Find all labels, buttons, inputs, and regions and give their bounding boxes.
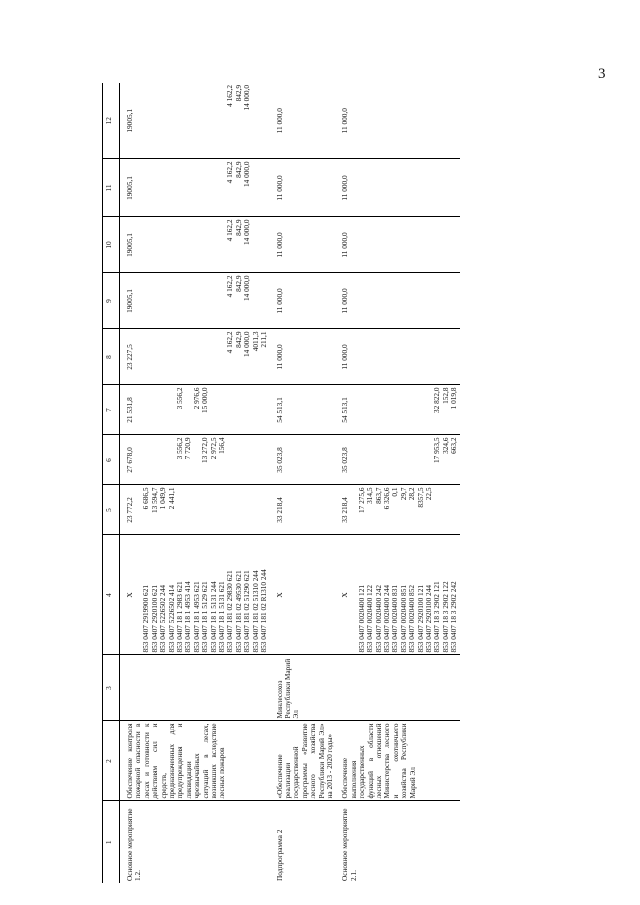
amount-value: [142, 332, 150, 383]
amount-value: [176, 276, 184, 327]
amount-value: [201, 220, 209, 271]
row-responsible: [120, 655, 270, 721]
code-marker: X: [274, 592, 284, 598]
amount-cell-c7: [335, 385, 459, 435]
amount-cell-c12: [270, 83, 336, 159]
amount-value: [358, 388, 366, 433]
amount-value: [184, 162, 192, 215]
amount-cell-c6: [120, 435, 270, 485]
amount-value: [201, 332, 209, 383]
amount-value: 842,9: [233, 85, 243, 102]
amount-cell-c5: [120, 485, 270, 535]
budget-code: 853 0407 18 1 2983 621: [175, 581, 185, 653]
row-responsible: [335, 655, 459, 721]
total-amount: 54 513,1: [274, 397, 284, 423]
column-header-8: 8: [103, 329, 120, 385]
amount-value: [400, 438, 408, 483]
table-row: [120, 83, 270, 883]
amount-value: [383, 438, 391, 483]
amount-value: [151, 85, 159, 157]
amount-value: [184, 220, 192, 271]
column-header-3: 3: [103, 655, 120, 721]
budget-code: 853 0407 2919900 621: [141, 585, 151, 653]
amount-value: 17 275,6: [356, 487, 366, 514]
amount-cell-c9: [270, 273, 336, 329]
amount-cell-c5: [270, 485, 336, 535]
amount-cell-c10: [270, 217, 336, 273]
budget-code: 853 0407 0020400 122: [365, 585, 375, 653]
amount-cell-c10: [335, 217, 459, 273]
budget-code: 853 0407 181 02 29830 621: [225, 570, 235, 653]
amount-value: 14 000,0: [242, 331, 252, 358]
amount-value: 4 162,2: [225, 219, 235, 242]
amount-value: [366, 438, 374, 483]
amount-value: 3 556,2: [175, 387, 185, 410]
amount-value: 6 686,5: [141, 487, 151, 510]
amount-value: [168, 332, 176, 383]
column-header-4: 4: [103, 535, 120, 655]
amount-cell-c11: [270, 159, 336, 217]
budget-code: 853 0407 18 1 5131 244: [208, 581, 218, 653]
budget-code: 853 0407 18 3 2902 121: [432, 581, 442, 653]
budget-codes-cell: [120, 535, 270, 655]
header-row: [103, 83, 120, 883]
amount-cell-c6: [270, 435, 336, 485]
amount-value: [210, 162, 218, 215]
amount-value: [184, 332, 192, 383]
amount-value: 842,9: [233, 219, 243, 236]
amount-cell-c7: [120, 385, 270, 435]
amount-value: [159, 388, 167, 433]
amount-value: [176, 220, 184, 271]
amount-value: 4 162,2: [225, 85, 235, 107]
amount-cell-c10: [120, 217, 270, 273]
amount-cell-c8: [120, 329, 270, 385]
amount-value: [408, 438, 416, 483]
total-amount: 35 023,8: [274, 447, 284, 473]
budget-codes-cell: [270, 535, 336, 655]
budget-code: 853 0407 18 1 4953 414: [183, 581, 193, 653]
amount-value: [151, 438, 159, 483]
budget-code: 853 0407 5226502 414: [166, 585, 176, 653]
total-amount: 11 000,0: [340, 344, 350, 370]
budget-code: 853 0407 181 02 49530 621: [233, 570, 243, 653]
amount-cell-c11: [120, 159, 270, 217]
table-row: [335, 83, 459, 883]
amount-value: [375, 438, 383, 483]
amount-cell-c9: [335, 273, 459, 329]
budget-code: 853 0407 18 1 4953 621: [191, 581, 201, 653]
total-amount: 19005,1: [125, 176, 134, 200]
amount-value: 1 049,9: [158, 487, 168, 510]
amount-value: [408, 388, 416, 433]
amount-value: [151, 220, 159, 271]
column-header-5: 5: [103, 485, 120, 535]
code-marker: X: [340, 592, 350, 598]
amount-value: [210, 276, 218, 327]
amount-value: [193, 85, 201, 157]
budget-code: 853 0407 18 3 2902 242: [449, 581, 459, 653]
amount-value: 0,1: [390, 487, 400, 497]
amount-value: [201, 85, 209, 157]
total-amount: 11 000,0: [274, 344, 284, 370]
column-header-12: 12: [103, 83, 120, 159]
amount-value: [366, 388, 374, 433]
amount-value: 6 326,6: [381, 487, 391, 510]
amount-value: 13 272,0: [200, 437, 210, 464]
amount-value: [176, 162, 184, 215]
amount-value: 314,5: [365, 487, 375, 504]
amount-value: [201, 162, 209, 215]
amount-value: [159, 220, 167, 271]
amount-value: [142, 220, 150, 271]
amount-value: 324,6: [440, 437, 450, 454]
total-amount: 11 000,0: [274, 232, 284, 258]
amount-value: [210, 332, 218, 383]
amount-value: [210, 85, 218, 157]
total-amount: 11 000,0: [274, 288, 284, 314]
amount-cell-c7: [270, 385, 336, 435]
amount-value: 32 822,0: [432, 387, 442, 414]
amount-value: [383, 388, 391, 433]
amount-value: [168, 276, 176, 327]
amount-value: 15 000,0: [200, 387, 210, 414]
row-responsible: Минлесохоз Республики Марий Эл: [270, 655, 336, 721]
amount-value: 4 162,2: [225, 161, 235, 184]
code-marker: X: [125, 592, 134, 598]
column-header-9: 9: [103, 273, 120, 329]
total-amount: 33 218,4: [274, 497, 284, 523]
amount-value: [142, 438, 150, 483]
amount-value: [184, 276, 192, 327]
amount-value: 3 556,2: [175, 437, 185, 460]
amount-value: 211,1: [259, 331, 269, 348]
amount-value: [168, 162, 176, 215]
total-amount: 11 000,0: [340, 232, 350, 258]
amount-value: 842,9: [233, 331, 243, 348]
amount-value: 14 000,0: [242, 85, 252, 111]
amount-value: [400, 388, 408, 433]
amount-value: 1 019,8: [449, 387, 459, 410]
amount-value: 4 162,2: [225, 275, 235, 298]
total-amount: 11 000,0: [274, 175, 284, 201]
amount-cell-c12: [335, 83, 459, 159]
amount-value: 14 000,0: [242, 219, 252, 246]
amount-value: 156,4: [217, 437, 227, 454]
amount-value: [193, 276, 201, 327]
amount-value: [159, 85, 167, 157]
total-amount: 27 678,0: [125, 447, 134, 473]
total-amount: 54 513,1: [340, 397, 350, 423]
column-header-7: 7: [103, 385, 120, 435]
budget-code: 853 0407 18 3 2902 122: [440, 581, 450, 653]
column-header-2: 2: [103, 721, 120, 801]
row-label: Основное мероприятие 2.1.: [340, 808, 358, 881]
amount-value: [210, 220, 218, 271]
total-amount: 19005,1: [125, 108, 134, 133]
amount-value: [176, 332, 184, 383]
row-description: «Обеспечение реализации государственной программы «Развитие лесного хозяйства Республики Марий Эл» на 2013 - 2020 годы»: [270, 721, 336, 801]
budget-code: 853 0407 0020400 121: [356, 585, 366, 653]
amount-value: 13 594,7: [149, 487, 159, 514]
amount-value: [193, 220, 201, 271]
total-amount: 11 000,0: [340, 288, 350, 314]
amount-value: [375, 388, 383, 433]
amount-cell-c12: [120, 83, 270, 159]
amount-value: [193, 332, 201, 383]
amount-value: 152,8: [440, 387, 450, 404]
column-header-11: 11: [103, 159, 120, 217]
amount-value: [142, 85, 150, 157]
total-amount: 11 000,0: [274, 108, 284, 134]
total-amount: 11 000,0: [340, 108, 350, 134]
amount-cell-c6: [335, 435, 459, 485]
amount-value: 8357,5: [415, 487, 425, 508]
budget-code: 853 0407 0020400 851: [398, 585, 408, 653]
total-amount: 19005,1: [125, 289, 134, 313]
budget-code: 853 0407 5226502 244: [158, 585, 168, 653]
row-label: Основное мероприятие 1.2.: [125, 808, 143, 881]
amount-value: [201, 276, 209, 327]
row-description: Обеспечение выполнения государственных функций в области лесных отношений Министерства лесного и охотничьего хозяйства Республики Марий Эл: [335, 721, 459, 801]
table-body: [120, 83, 460, 883]
row-description: Обеспечение контроля пожарной опасности в лесах и готовности к действиям сил и средств, предназначенных для предупреждения и ликвидации чрезвычайных ситуаций в лесах, возникших вследствие лесных пожаров: [120, 721, 270, 801]
amount-value: 14 000,0: [242, 161, 252, 188]
amount-value: 17 953,5: [432, 437, 442, 464]
budget-table: [102, 83, 460, 883]
row-label: Подпрограмма 2: [274, 829, 284, 881]
budget-code: 853 0407 0020400 831: [390, 585, 400, 653]
amount-value: [159, 438, 167, 483]
amount-value: 29,7: [398, 487, 408, 501]
amount-value: 22,5: [424, 487, 433, 501]
budget-code: 853 0407 0020400 852: [407, 585, 417, 653]
total-amount: 23 772,2: [125, 497, 134, 523]
amount-value: 2 976,6: [191, 387, 201, 410]
amount-cell-c8: [335, 329, 459, 385]
budget-code: 853 0407 2920100 121: [415, 585, 425, 653]
amount-value: 7 720,9: [183, 437, 193, 460]
table-row: [270, 83, 336, 883]
amount-value: [193, 162, 201, 215]
budget-code: 853 0407 2920100 621: [149, 585, 159, 653]
budget-code: 853 0407 181 02 R1310 244: [259, 569, 269, 653]
budget-code: 853 0407 181 02 51290 621: [242, 570, 252, 653]
amount-value: 842,9: [233, 275, 243, 292]
budget-code: 853 0407 18 1 5129 621: [200, 581, 210, 653]
amount-cell-c11: [335, 159, 459, 217]
amount-value: [184, 85, 192, 157]
total-amount: 23 227,5: [125, 344, 134, 370]
total-amount: 35 023,8: [340, 447, 350, 473]
amount-cell-c8: [270, 329, 336, 385]
amount-value: 4011,3: [250, 331, 260, 352]
budget-code: 853 0407 18 1 5131 621: [217, 581, 227, 653]
amount-value: [391, 438, 399, 483]
amount-value: [358, 438, 366, 483]
budget-codes-cell: [335, 535, 459, 655]
amount-value: [151, 276, 159, 327]
amount-value: 2 972,5: [208, 437, 218, 460]
rotated-table-container: [102, 83, 605, 883]
amount-value: 863,7: [373, 487, 383, 504]
amount-value: 28,2: [407, 487, 417, 501]
amount-value: [151, 162, 159, 215]
amount-cell-c9: [120, 273, 270, 329]
amount-value: [159, 332, 167, 383]
column-header-10: 10: [103, 217, 120, 273]
budget-code: 853 0407 0020400 244: [381, 585, 391, 653]
amount-value: [159, 162, 167, 215]
amount-value: 663,2: [449, 437, 459, 454]
budget-code: 853 0407 181 02 51310 244: [250, 570, 260, 653]
page-number: 3: [598, 66, 606, 82]
amount-value: 2 441,1: [166, 487, 176, 510]
amount-value: [159, 276, 167, 327]
amount-cell-c5: [335, 485, 459, 535]
budget-code: 853 0407 0020400 242: [373, 585, 383, 653]
amount-value: [391, 388, 399, 433]
amount-value: 4 162,2: [225, 331, 235, 354]
total-amount: 19005,1: [125, 233, 134, 257]
amount-value: [168, 220, 176, 271]
total-amount: 33 218,4: [340, 497, 350, 523]
total-amount: 11 000,0: [340, 175, 350, 201]
amount-value: [142, 162, 150, 215]
column-header-1: 1: [103, 801, 120, 883]
amount-value: [176, 85, 184, 157]
amount-value: [151, 388, 159, 433]
amount-value: [168, 85, 176, 157]
column-header-6: 6: [103, 435, 120, 485]
amount-value: [142, 388, 150, 433]
amount-value: [417, 388, 425, 433]
amount-value: [417, 438, 425, 483]
budget-code: 853 0407 2920100 244: [424, 585, 433, 653]
amount-value: [151, 332, 159, 383]
amount-value: 842,9: [233, 161, 243, 178]
amount-value: [142, 276, 150, 327]
amount-value: 14 000,0: [242, 275, 252, 302]
total-amount: 21 531,8: [125, 397, 134, 423]
